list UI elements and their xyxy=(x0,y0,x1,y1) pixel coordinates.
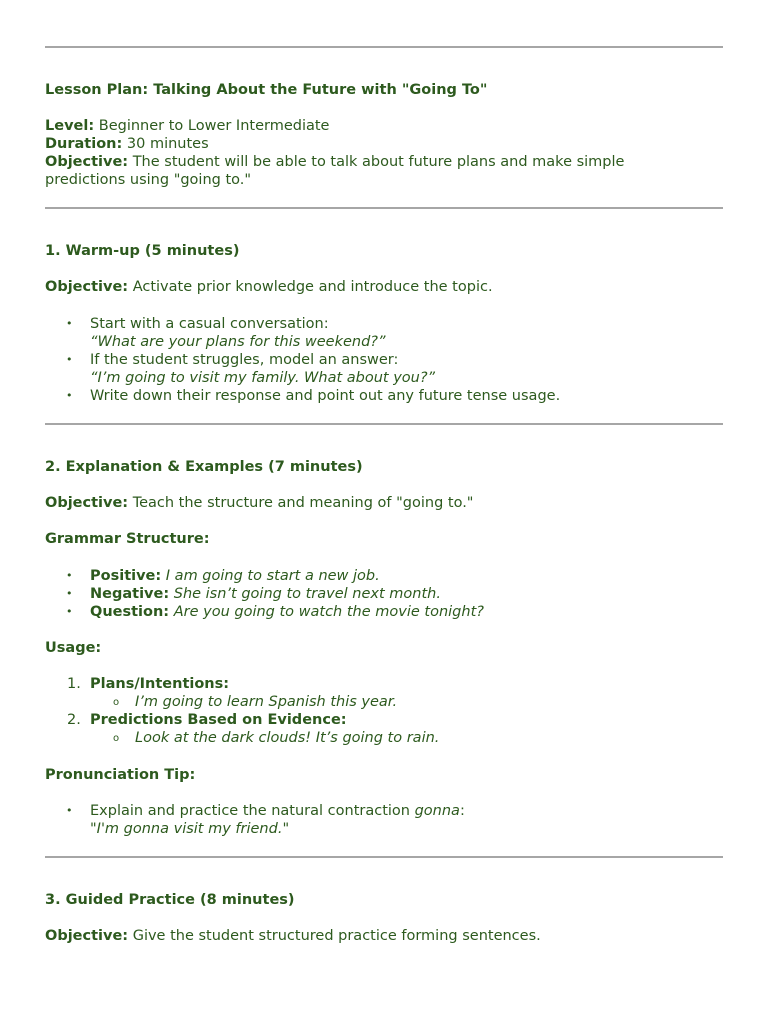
objective-text: Activate prior knowledge and introduce the topic. xyxy=(132,279,493,295)
list-item xyxy=(90,585,441,603)
bullet-icon: • xyxy=(66,353,73,366)
objective-line xyxy=(45,153,624,171)
usage-example: Look at the dark clouds! It’s going to rain. xyxy=(135,730,440,746)
list-item xyxy=(90,603,484,621)
pronunciation-tip-heading: Pronunciation Tip: xyxy=(45,767,196,783)
divider xyxy=(45,856,723,858)
list-item xyxy=(90,567,380,585)
warmup-objective xyxy=(45,278,493,296)
pronunciation-example-line xyxy=(90,820,289,838)
duration-line xyxy=(45,135,209,153)
level-line xyxy=(45,117,329,135)
grammar-structure-heading: Grammar Structure: xyxy=(45,531,210,547)
usage-label: Plans/Intentions: xyxy=(90,676,230,692)
objective-text: Give the student structured practice forming sentences. xyxy=(132,928,541,944)
divider xyxy=(45,207,723,209)
level-label: Level: xyxy=(45,118,95,134)
bullet-icon: • xyxy=(66,605,73,618)
objective-label: Objective: xyxy=(45,928,129,944)
sub-bullet-icon: o xyxy=(113,733,120,744)
grammar-label: Positive: xyxy=(90,568,162,584)
usage-example: I’m going to learn Spanish this year. xyxy=(135,694,398,710)
pronunciation-text: Explain and practice the natural contraction xyxy=(90,803,410,819)
bullet-icon: • xyxy=(66,569,73,582)
guided-objective xyxy=(45,927,541,945)
objective-label: Objective: xyxy=(45,495,129,511)
usage-label: Predictions Based on Evidence: xyxy=(90,712,347,728)
usage-heading: Usage: xyxy=(45,640,102,656)
list-item-example: “I’m going to visit my family. What about you?” xyxy=(90,370,436,386)
level-value: Beginner to Lower Intermediate xyxy=(98,118,330,134)
list-number: 1. xyxy=(67,676,81,692)
page-title: Lesson Plan: Talking About the Future with "Going To" xyxy=(45,82,488,98)
quote-close: " xyxy=(282,821,290,837)
list-item: Write down their response and point out any future tense usage. xyxy=(90,388,561,404)
list-item: Start with a casual conversation: xyxy=(90,316,329,332)
sub-bullet-icon: o xyxy=(113,697,120,708)
divider xyxy=(45,423,723,425)
list-number: 2. xyxy=(67,712,81,728)
grammar-example: Are you going to watch the movie tonight? xyxy=(173,604,484,620)
duration-label: Duration: xyxy=(45,136,123,152)
bullet-icon: • xyxy=(66,389,73,402)
grammar-example: She isn’t going to travel next month. xyxy=(173,586,441,602)
pronunciation-colon: : xyxy=(459,803,465,819)
bullet-icon: • xyxy=(66,804,73,817)
bullet-icon: • xyxy=(66,317,73,330)
section-heading-guided-practice: 3. Guided Practice (8 minutes) xyxy=(45,892,295,908)
grammar-example: I am going to start a new job. xyxy=(165,568,380,584)
divider xyxy=(45,46,723,48)
bullet-icon: • xyxy=(66,587,73,600)
objective-label: Objective: xyxy=(45,279,129,295)
grammar-label: Question: xyxy=(90,604,170,620)
list-item-example: “What are your plans for this weekend?” xyxy=(90,334,386,350)
pronunciation-word: gonna xyxy=(414,803,460,819)
list-item: If the student struggles, model an answer: xyxy=(90,352,399,368)
section-heading-warmup: 1. Warm-up (5 minutes) xyxy=(45,243,240,259)
explanation-objective xyxy=(45,494,473,512)
objective-text: Teach the structure and meaning of "going to." xyxy=(132,495,474,511)
pronunciation-example: I'm gonna visit my friend. xyxy=(96,821,283,837)
objective-text-continued: predictions using "going to." xyxy=(45,172,252,188)
quote-open: " xyxy=(90,821,97,837)
duration-value: 30 minutes xyxy=(126,136,209,152)
objective-text: The student will be able to talk about future plans and make simple xyxy=(132,154,625,170)
objective-label: Objective: xyxy=(45,154,129,170)
grammar-label: Negative: xyxy=(90,586,170,602)
list-item xyxy=(90,802,465,820)
section-heading-explanation: 2. Explanation & Examples (7 minutes) xyxy=(45,459,363,475)
